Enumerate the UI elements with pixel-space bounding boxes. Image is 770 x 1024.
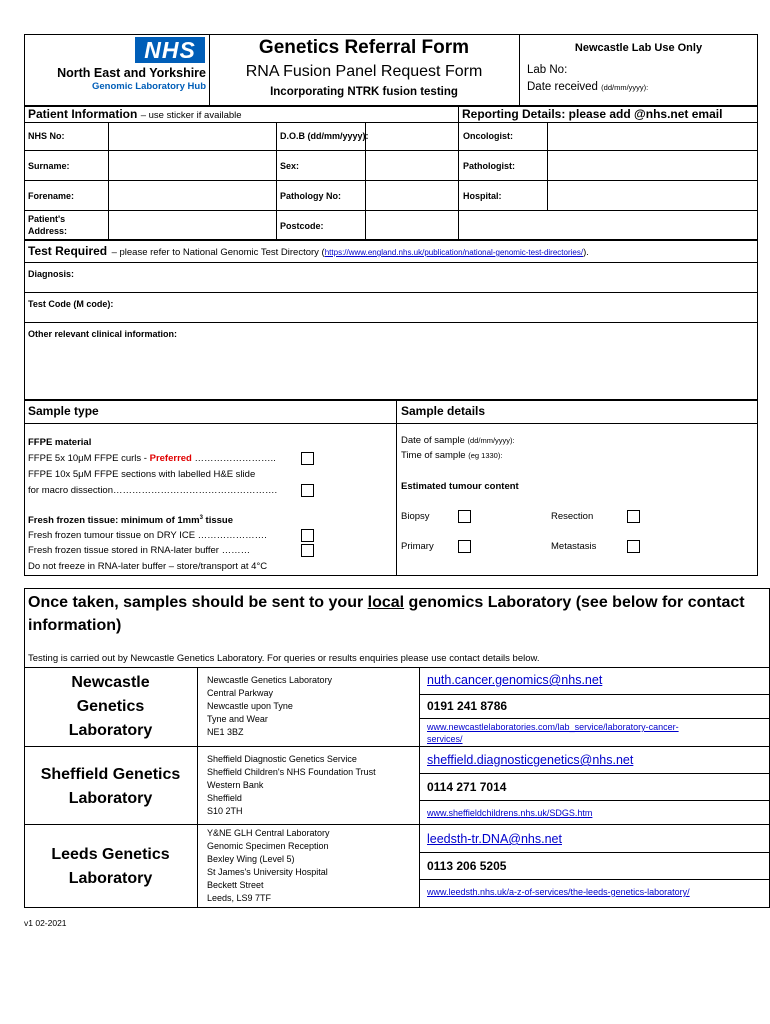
labs-line-2 — [24, 824, 770, 825]
newcastle-lab-name — [25, 671, 196, 743]
leeds-lab-name — [25, 843, 196, 891]
forename-label: Forename: — [28, 191, 75, 201]
leeds-address-line: Bexley Wing (Level 5) — [207, 854, 295, 864]
nhs-no-label: NHS No: — [28, 131, 65, 141]
newcastle-phone: 0191 241 8786 — [427, 699, 508, 713]
frozen-heading — [28, 515, 233, 526]
sample-time-format: (eg 1330): — [468, 451, 503, 460]
frozen-rna-later-checkbox[interactable] — [301, 544, 314, 557]
sheffield-address-line: Western Bank — [207, 780, 264, 790]
hospital-input[interactable] — [548, 181, 757, 209]
sheffield-email-link[interactable]: sheffield.diagnosticgenetics@nhs.net — [427, 753, 634, 767]
diagnosis-label: Diagnosis: — [28, 269, 75, 279]
version-footer: v1 02-2021 — [24, 918, 67, 928]
patient-section-title — [28, 107, 242, 121]
sheffield-address-line: Sheffield Diagnostic Genetics Service — [207, 754, 357, 764]
diagnosis-input[interactable] — [100, 263, 756, 289]
sheffield-line-a — [419, 773, 770, 774]
patient-title-note: – use sticker if available — [140, 110, 242, 121]
form-title: Genetics Referral Form — [258, 37, 470, 58]
test-note-suffix: ). — [583, 247, 589, 258]
pathologist-input[interactable] — [548, 151, 757, 179]
newcastle-address-line: Newcastle Genetics Laboratory — [207, 675, 333, 685]
sheffield-address — [207, 753, 376, 818]
dob-input[interactable] — [366, 123, 457, 149]
newcastle-website-link[interactable] — [427, 721, 679, 745]
newcastle-line-b — [419, 718, 770, 719]
send-heading — [28, 591, 766, 637]
send-heading-pre: Once taken, samples should be sent to your — [28, 594, 368, 611]
org-sub: Genomic Laboratory Hub — [91, 81, 206, 92]
leeds-phone: 0113 206 5205 — [427, 859, 507, 873]
ffpe-curls-checkbox[interactable] — [301, 452, 314, 465]
newcastle-website-line: services/ — [427, 734, 463, 744]
send-heading-local: local — [367, 594, 405, 611]
pathologist-label: Pathologist: — [463, 161, 515, 171]
preferred-tag: Preferred — [149, 453, 192, 464]
sample-divider — [396, 400, 397, 576]
sample-details-title: Sample details — [401, 404, 486, 418]
surname-label: Surname: — [28, 161, 70, 171]
labs-col-1 — [197, 667, 198, 908]
newcastle-line-a — [419, 694, 770, 695]
ffpe-option-1 — [28, 453, 276, 464]
sheffield-website-link[interactable] — [427, 807, 592, 819]
oncologist-input[interactable] — [548, 123, 757, 149]
newcastle-email-link[interactable]: nuth.cancer.genomics@nhs.net — [427, 673, 603, 687]
frozen-option-2: Fresh frozen tissue stored in RNA-later buffer ……… — [28, 545, 251, 556]
reporting-extra-input[interactable] — [459, 211, 757, 239]
form-subsubtitle: Incorporating NTRK fusion testing — [270, 86, 458, 98]
sheffield-website-line: www.sheffieldchildrens.nhs.uk/SDGS.htm — [427, 808, 593, 818]
hospital-label: Hospital: — [463, 191, 502, 201]
test-code-label: Test Code (M code): — [28, 299, 114, 309]
postcode-label: Postcode: — [280, 221, 324, 231]
sheffield-lab-name — [25, 763, 196, 811]
newcastle-address-line: NE1 3BZ — [207, 727, 244, 737]
pathology-no-input[interactable] — [366, 181, 457, 209]
ffpe-option-1-dots: …………………….. — [191, 453, 276, 464]
newcastle-address-line: Tyne and Wear — [207, 714, 268, 724]
labs-col-2 — [419, 667, 420, 908]
sample-date-format: (dd/mm/yyyy): — [467, 436, 515, 445]
leeds-address-line: Y&NE GLH Central Laboratory — [207, 828, 330, 838]
date-received-format: (dd/mm/yyyy): — [601, 83, 649, 92]
frozen-dry-ice-checkbox[interactable] — [301, 529, 314, 542]
sheffield-address-line: S10 2TH — [207, 806, 243, 816]
frozen-heading-text: Fresh frozen tissue: minimum of 1mm — [28, 515, 200, 527]
other-info-input[interactable] — [28, 343, 756, 397]
biopsy-checkbox[interactable] — [458, 510, 471, 523]
sheffield-name-line-2: Laboratory — [68, 790, 153, 807]
patient-title-text: Patient Information — [28, 107, 138, 121]
postcode-input[interactable] — [366, 211, 457, 239]
sheffield-address-line: Sheffield — [207, 793, 242, 803]
leeds-address — [207, 827, 330, 905]
leeds-address-line: St James's University Hospital — [207, 867, 328, 877]
lab-use-title: Newcastle Lab Use Only — [574, 42, 703, 54]
labs-top-line — [24, 667, 770, 668]
sheffield-phone: 0114 271 7014 — [427, 780, 507, 794]
ffpe-heading: FFPE material — [28, 437, 92, 448]
test-line-3 — [24, 322, 758, 323]
leeds-address-line: Beckett Street — [207, 880, 264, 890]
ffpe-option-2-line-2: for macro dissection……………………………………………. — [28, 485, 278, 496]
nhs-no-input[interactable] — [109, 123, 275, 149]
form-subtitle: RNA Fusion Panel Request Form — [245, 63, 483, 80]
newcastle-website-line: www.newcastlelaboratories.com/lab_service/laboratory-cancer- — [427, 722, 679, 732]
newcastle-address-line: Central Parkway — [207, 688, 274, 698]
leeds-line-b — [419, 879, 770, 880]
nhs-logo: NHS — [135, 37, 205, 63]
ffpe-sections-checkbox[interactable] — [301, 484, 314, 497]
newcastle-address — [207, 674, 332, 739]
primary-label: Primary — [401, 541, 434, 552]
newcastle-name-line-1: Newcastle — [71, 674, 150, 691]
reporting-section-title: Reporting Details: please add @nhs.net email — [462, 107, 723, 121]
resection-checkbox[interactable] — [627, 510, 640, 523]
lab-no-field[interactable]: Lab No: — [527, 64, 568, 76]
sheffield-name-line-1: Sheffield Genetics — [40, 766, 181, 783]
test-title-text: Test Required — [28, 244, 108, 258]
forename-input[interactable] — [109, 181, 275, 209]
dob-label: D.O.B (dd/mm/yyyy): — [280, 131, 369, 141]
sample-type-title: Sample type — [28, 404, 99, 418]
leeds-name-line-1: Leeds Genetics — [51, 846, 170, 863]
sample-date-field[interactable] — [401, 435, 515, 446]
address-input[interactable] — [109, 211, 275, 239]
newcastle-name-line-2: Genetics — [76, 698, 145, 715]
ffpe-option-1-text: FFPE 5x 10μM FFPE curls - — [28, 453, 150, 464]
sex-label: Sex: — [280, 161, 300, 171]
primary-checkbox[interactable] — [458, 540, 471, 553]
newcastle-name-line-3: Laboratory — [68, 722, 153, 739]
other-info-label: Other relevant clinical information: — [28, 329, 178, 339]
frozen-option-1: Fresh frozen tumour tissue on DRY ICE …………………. — [28, 530, 267, 541]
metastasis-label: Metastasis — [551, 541, 597, 552]
sample-time-label: Time of sample — [401, 450, 466, 461]
test-note-prefix: – please refer to National Genomic Test Directory ( — [111, 247, 325, 258]
ffpe-option-2-line-1: FFPE 10x 5μM FFPE sections with labelled H&E slide — [28, 469, 256, 480]
sample-time-field[interactable] — [401, 450, 502, 461]
newcastle-address-line: Newcastle upon Tyne — [207, 701, 293, 711]
leeds-email-link[interactable]: leedsth-tr.DNA@nhs.net — [427, 832, 562, 846]
date-received-field[interactable] — [527, 81, 648, 93]
leeds-line-a — [419, 852, 770, 853]
address-label: Patient's Address: — [28, 214, 68, 236]
sheffield-line-b — [419, 800, 770, 801]
frozen-heading-sup: 3 — [199, 515, 203, 521]
test-code-input[interactable] — [140, 293, 756, 319]
test-section-title — [28, 242, 589, 260]
sample-date-label: Date of sample — [401, 435, 465, 446]
leeds-website-line: www.leedsth.nhs.uk/a-z-of-services/the-leeds-genetics-laboratory/ — [427, 887, 690, 897]
sheffield-address-line: Sheffield Children's NHS Foundation Trust — [207, 767, 376, 777]
sex-input[interactable] — [366, 151, 457, 179]
sample-title-line — [24, 423, 758, 424]
resection-label: Resection — [551, 511, 594, 522]
test-directory-link[interactable]: https://www.england.nhs.uk/publication/national-genomic-test-directories/ — [324, 248, 584, 257]
surname-input[interactable] — [109, 151, 275, 179]
metastasis-checkbox[interactable] — [627, 540, 640, 553]
frozen-heading-end: tissue — [202, 515, 234, 527]
leeds-address-line: Leeds, LS9 7TF — [207, 893, 272, 903]
send-note: Testing is carried out by Newcastle Genetics Laboratory. For queries or results enquiries please use contact details below. — [28, 653, 540, 664]
org-name: North East and Yorkshire — [57, 66, 206, 80]
frozen-note: Do not freeze in RNA-later buffer – store/transport at 4°C — [28, 561, 268, 572]
date-received-label: Date received — [527, 81, 598, 93]
oncologist-label: Oncologist: — [463, 131, 513, 141]
biopsy-label: Biopsy — [401, 511, 430, 522]
send-heading-post: genomics Laboratory (see below for contact information) — [28, 594, 745, 634]
patient-col-2 — [276, 122, 277, 240]
labs-line-1 — [24, 746, 770, 747]
leeds-website-link[interactable] — [427, 886, 690, 898]
tumour-content-label: Estimated tumour content — [401, 481, 519, 492]
leeds-name-line-2: Laboratory — [68, 870, 153, 887]
leeds-address-line: Genomic Specimen Reception — [207, 841, 329, 851]
pathology-no-label: Pathology No: — [280, 191, 341, 201]
